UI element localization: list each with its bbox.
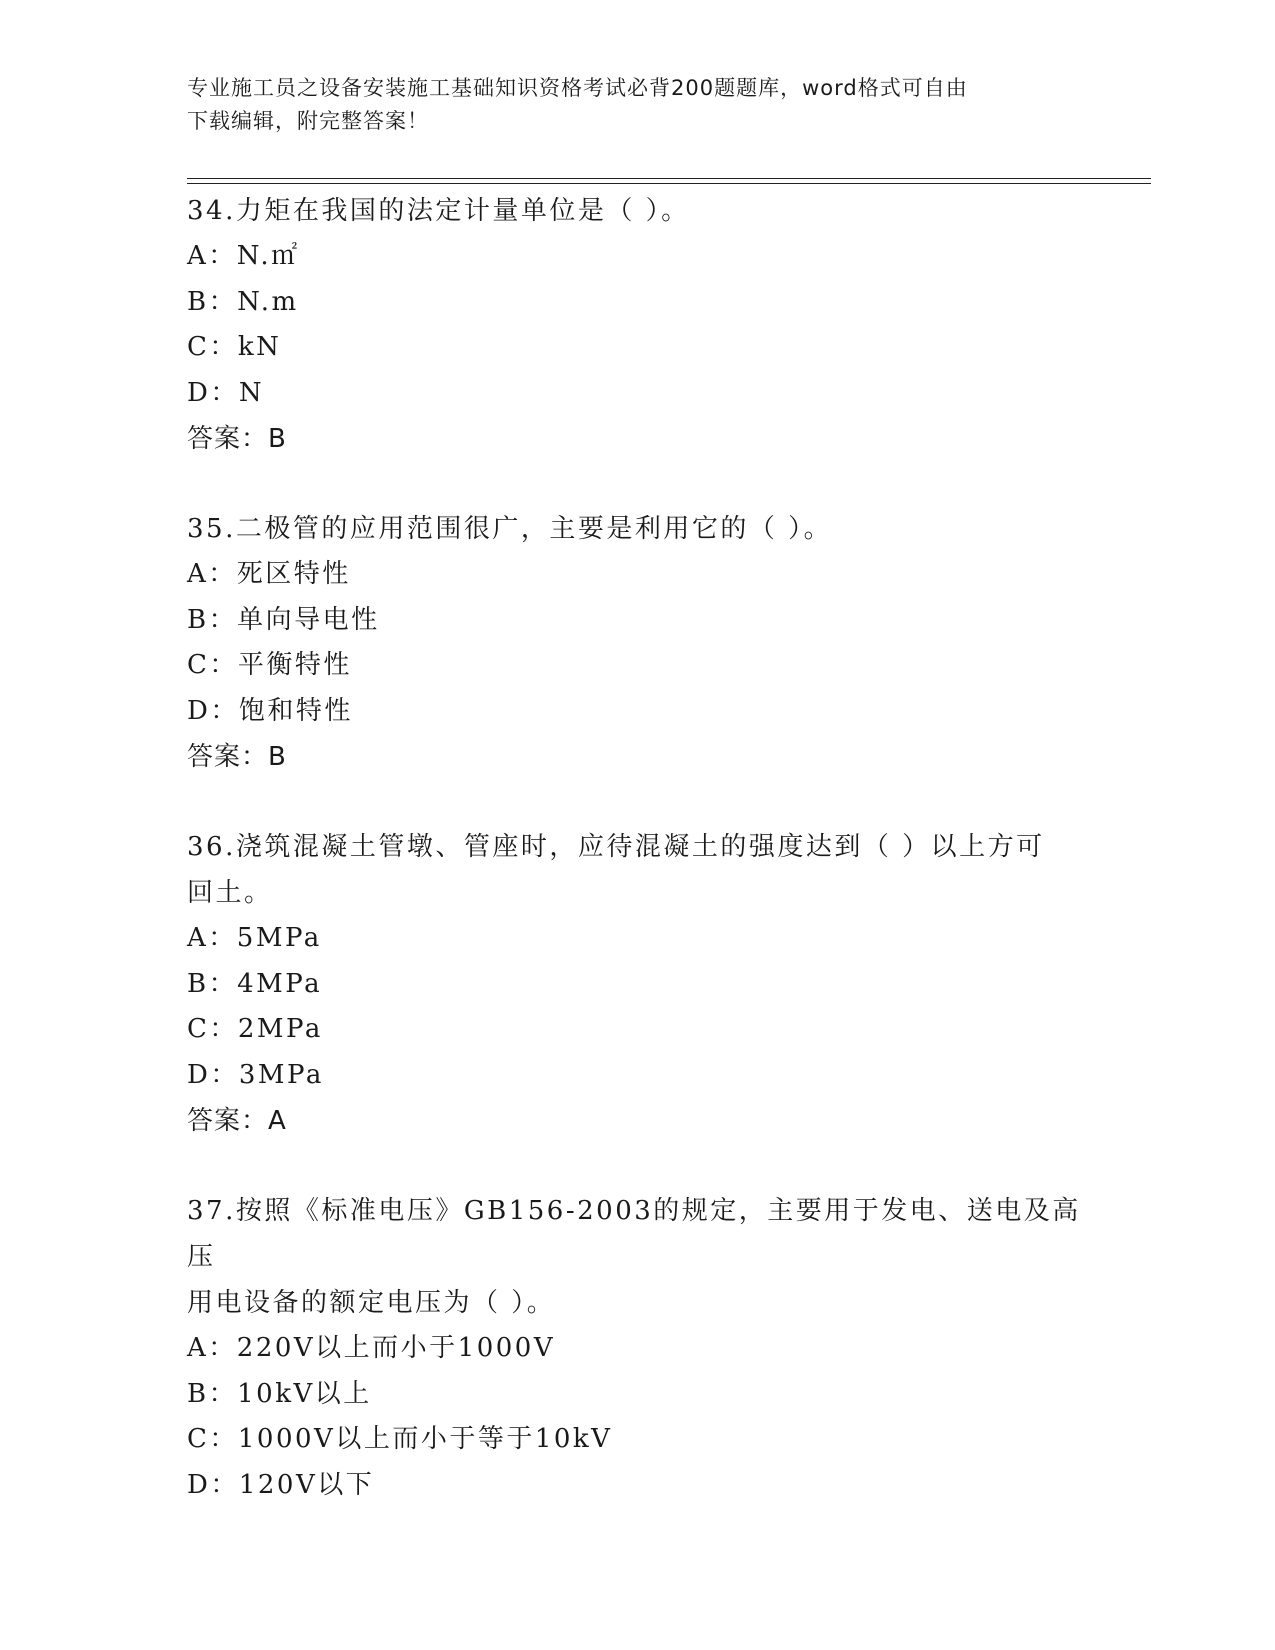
question-stem-line-2: 用电设备的额定电压为（ ）。 xyxy=(187,1288,556,1318)
question-34 xyxy=(187,188,1087,462)
option-b: B：N.m xyxy=(187,286,299,317)
answer: 答案：A xyxy=(187,1106,287,1136)
option-a: A：5MPa xyxy=(187,923,322,953)
option-c: C：kN xyxy=(187,332,282,362)
option-b: B：4MPa xyxy=(187,968,323,999)
question-stem-line-1: 36.浇筑混凝土管墩、管座时，应待混凝土的强度达到（ ）以上方可 xyxy=(187,832,1045,862)
question-37 xyxy=(187,1188,1087,1508)
question-stem: 34.力矩在我国的法定计量单位是（ ）。 xyxy=(187,196,690,226)
option-b: B：10kV以上 xyxy=(187,1378,372,1409)
header-line-1: 专业施工员之设备安装施工基础知识资格考试必背200题题库，word格式可自由 xyxy=(187,76,968,100)
option-c: C：1000V以上而小于等于10kV xyxy=(187,1424,613,1454)
option-d: D：3MPa xyxy=(187,1059,324,1090)
header-line-2: 下载编辑，附完整答案！ xyxy=(187,109,429,133)
option-d: D：N xyxy=(187,377,265,408)
header-divider-bottom xyxy=(187,183,1151,184)
question-stem-line-1: 37.按照《标准电压》GB156-2003的规定，主要用于发电、送电及高压 xyxy=(187,1196,1081,1272)
option-d: D：饱和特性 xyxy=(187,695,353,726)
question-stem-line-2: 回土。 xyxy=(187,878,273,908)
option-a: A：死区特性 xyxy=(187,559,351,589)
answer: 答案：B xyxy=(187,424,287,454)
question-36 xyxy=(187,824,1087,1144)
option-c: C：平衡特性 xyxy=(187,650,352,680)
option-c: C：2MPa xyxy=(187,1014,323,1044)
question-stem: 35.二极管的应用范围很广，主要是利用它的（ ）。 xyxy=(187,514,833,544)
option-a: A：N.㎡ xyxy=(187,241,300,271)
header-divider-top xyxy=(187,178,1151,179)
option-b: B：单向导电性 xyxy=(187,604,380,635)
answer: 答案：B xyxy=(187,742,287,772)
option-a: A：220V以上而小于1000V xyxy=(187,1333,556,1363)
question-35 xyxy=(187,506,1087,780)
option-d: D：120V以下 xyxy=(187,1469,375,1500)
document-header xyxy=(187,72,1067,138)
